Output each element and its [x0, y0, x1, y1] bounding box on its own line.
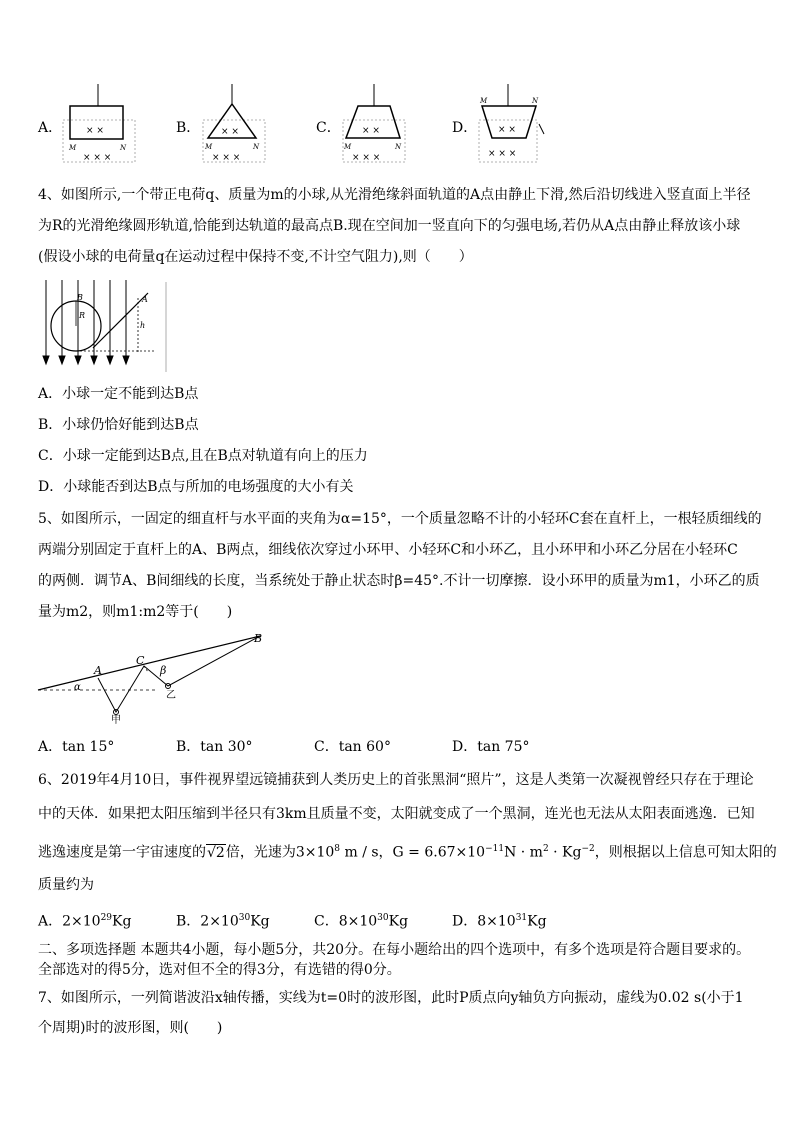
q3-option-d-label: D．: [452, 120, 478, 136]
q3-figure-b: [200, 84, 280, 164]
q6-g-unit-kg-exp: −2: [581, 844, 595, 854]
q5-fig-jia: 甲: [111, 715, 121, 726]
q4-fig-b: B: [77, 293, 83, 302]
q3-fig-d-m: M: [480, 97, 488, 105]
section-2-line-2: 全部选对的得5分，选对但不全的得3分，有选错的得0分。: [38, 962, 401, 978]
q5-option-d: D．tan 75°: [452, 739, 530, 755]
q4-line-1: 4、如图所示,一个带正电荷q、质量为m的小球,从光滑绝缘斜面轨道的A点由静止下滑,然后沿切线进入竖直面上半径: [38, 187, 751, 203]
q6-line-3-b: 倍，光速为: [225, 844, 296, 861]
q4-stem: [38, 180, 768, 273]
q5-fig-b: B: [254, 632, 263, 645]
q3-fig-a-cross-bottom: × × ×: [83, 153, 112, 163]
q6-light-speed-base: 3×10: [295, 844, 335, 861]
q6-g-exp: −11: [485, 844, 505, 854]
q4-option-a: A．小球一定不能到达B点: [38, 386, 199, 402]
q3-fig-c-n: N: [395, 143, 402, 151]
q5-fig-beta: β: [160, 664, 167, 677]
q6-line-4: 质量约为: [38, 877, 94, 893]
q3-fig-b-n: N: [253, 143, 260, 151]
q3-fig-a-cross-top: × ×: [86, 126, 104, 136]
q6-g-unit-n: N · m: [504, 844, 543, 861]
q3-fig-c-cross-bottom: × × ×: [352, 153, 381, 163]
q6-option-b: B．$2\times 10^{30}Kg$: [176, 913, 270, 930]
q5-line-3: 的两侧．调节A、B间细线的长度，当系统处于静止状态时β=45°.不计一切摩擦．设小环甲的质量为m1，小环乙的质: [38, 573, 760, 589]
q3-option-c-label: C．: [316, 120, 341, 136]
q6-g-base: G = 6.67×10: [392, 844, 486, 861]
q6-option-a: A．$2\times 10^{29}Kg$: [38, 913, 132, 930]
q6-line-3: [38, 834, 777, 869]
q5-option-a: A．tan 15°: [38, 739, 115, 755]
q3-fig-b-cross-bottom: × × ×: [212, 153, 241, 163]
q4-option-b: B．小球仍恰好能到达B点: [38, 417, 199, 433]
q6-g-unit-m-exp: 2: [542, 844, 549, 854]
q6-option-c: C．$8\times 10^{30}Kg$: [314, 913, 409, 930]
q3-fig-d-cross-bottom: × × ×: [488, 149, 517, 159]
q3-fig-d-n: N: [532, 97, 539, 105]
q5-fig-c: C: [136, 654, 145, 667]
q3-figure-a: [60, 84, 140, 164]
q3-fig-c-m: M: [344, 143, 352, 151]
q4-option-c: C．小球一定能到达B点,且在B点对轨道有向上的压力: [38, 448, 368, 464]
q3-fig-b-cross-top: × ×: [221, 127, 239, 137]
q5-stem: [38, 504, 768, 628]
q7-line-1: 7、如图所示，一列简谐波沿x轴传播，实线为t=0时的波形图，此时P质点向y轴负方向振动，虚线为0.02 s(小于1: [38, 990, 744, 1006]
q6-line-1: 6、2019年4月10日，事件视界望远镜捕获到人类历史上的首张黑洞“照片”，这是人类第一次凝视曾经只存在于理论: [38, 772, 754, 788]
q6-light-speed-unit: m / s，: [340, 844, 393, 861]
q4-option-d: D．小球能否到达B点与所加的电场强度的大小有关: [38, 479, 354, 495]
q3-fig-a-m: M: [69, 144, 77, 152]
q5-option-b: B．tan 30°: [176, 739, 253, 755]
q5-line-2: 两端分别固定于直杆上的A、B两点，细线依次穿过小环甲、小轻环C和小环乙，且小环甲和小环乙分居在小轻环C: [38, 542, 738, 558]
q3-option-b-label: B．: [176, 120, 201, 136]
q6-line-3-h: ，则根据以上信息可知太阳的: [594, 844, 777, 861]
q3-option-a-label: A．: [38, 120, 63, 136]
q4-line-3: (假设小球的电荷量q在运动过程中保持不变,不计空气阻力),则（ ）: [38, 249, 473, 265]
q5-line-1: 5、如图所示，一固定的细直杆与水平面的夹角为α=15°，一个质量忽略不计的小轻环C套在直杆上，一根轻质细线的: [38, 511, 762, 527]
q4-figure: [38, 278, 173, 374]
q6-g-unit-kg: · Kg: [548, 844, 582, 861]
q6-light-speed-exp: 8: [334, 844, 341, 854]
q5-line-4: 量为m2，则m1:m2等于( ): [38, 604, 233, 620]
q6-sqrt: √2: [207, 844, 225, 861]
q3-fig-c-cross-top: × ×: [362, 126, 380, 136]
q3-fig-b-m: M: [205, 143, 213, 151]
q6-option-d: D．$8\times 10^{31}Kg$: [452, 913, 547, 930]
q6-line-2: 中的天体．如果把太阳压缩到半径只有3km且质量不变，太阳就变成了一个黑洞，连光也无法从太阳表面逃逸．已知: [38, 806, 755, 822]
q5-fig-a: A: [94, 664, 102, 677]
q3-fig-d-cross-top: × ×: [498, 125, 516, 135]
q5-figure: [36, 626, 270, 726]
section-2-line-1: 二、多项选择题 本题共4小题，每小题5分，共20分。在每小题给出的四个选项中，有多个选项是符合题目要求的。: [38, 942, 751, 958]
q4-fig-a: A: [142, 295, 148, 304]
q4-line-2: 为R的光滑绝缘圆形轨道,恰能到达轨道的最高点B.现在空间加一竖直向下的匀强电场,若仍从A点由静止释放该小球: [38, 218, 741, 234]
q3-fig-a-n: N: [120, 144, 127, 152]
q4-fig-r: R: [79, 311, 86, 320]
q6-line-3-a: 逃逸速度是第一宇宙速度的: [38, 844, 206, 861]
q3-figure-d: [476, 84, 556, 164]
q7-line-2: 个周期)时的波形图，则( ): [38, 1020, 223, 1036]
q5-fig-yi: 乙: [166, 690, 176, 701]
q5-fig-alpha: α: [74, 682, 81, 693]
q4-fig-h: h: [140, 321, 146, 330]
q3-figure-c: [340, 84, 420, 164]
q5-option-c: C．tan 60°: [314, 739, 391, 755]
